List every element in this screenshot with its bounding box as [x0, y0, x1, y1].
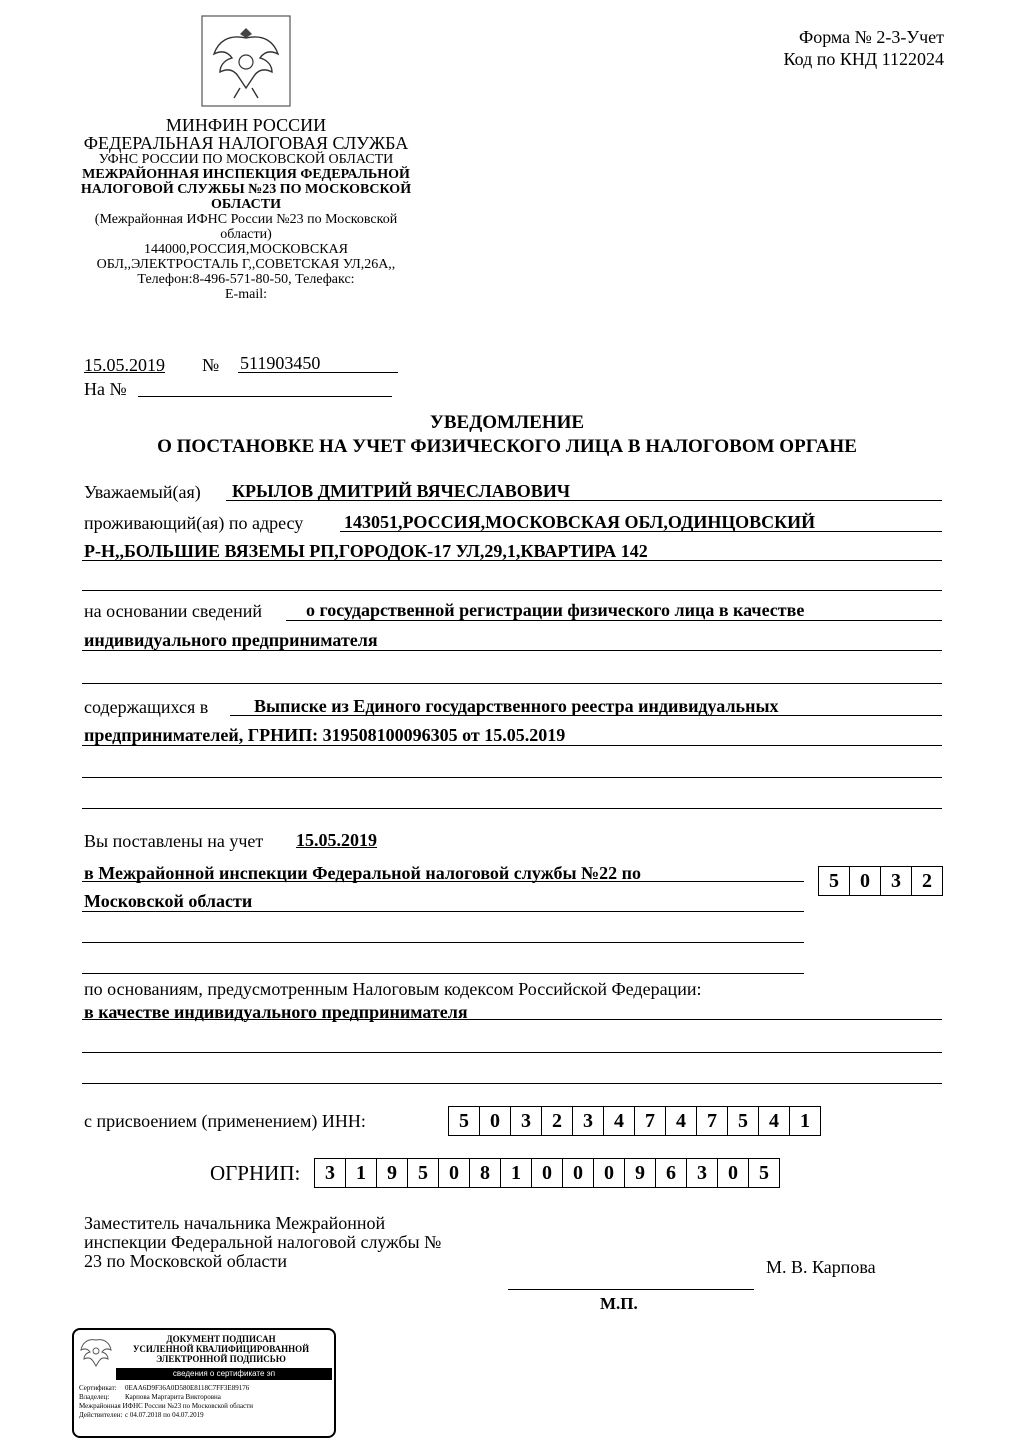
- inn-digit: 7: [697, 1107, 728, 1135]
- inn-digit: 3: [573, 1107, 604, 1135]
- inn-cells: [448, 1106, 821, 1136]
- basis-value-1: о государственной регистрации физического лица в качестве: [306, 600, 805, 620]
- source-value-2: предпринимателей, ГРНИП: 319508100096305 от 15.05.2019: [84, 725, 566, 745]
- doc-number: 511903450: [240, 353, 321, 373]
- inn-digit: 5: [728, 1107, 759, 1135]
- inspection-name-1: МЕЖРАЙОННАЯ ИНСПЕКЦИЯ ФЕДЕРАЛЬНОЙ: [82, 167, 410, 182]
- signatory-position-2: инспекции Федеральной налоговой службы №: [84, 1232, 442, 1252]
- stamp-place: М.П.: [600, 1294, 638, 1313]
- inn-digit: 4: [604, 1107, 635, 1135]
- esign-cert-bar: сведения о сертификате эп: [116, 1368, 332, 1380]
- ogrnip-digit: 3: [687, 1159, 718, 1187]
- inspection-line-2: Московской области: [84, 891, 253, 911]
- notice-title: УВЕДОМЛЕНИЕ: [429, 412, 585, 433]
- ogrnip-digit: 0: [532, 1159, 563, 1187]
- basis-value-2: индивидуального предпринимателя: [84, 630, 378, 650]
- authority-email: E-mail:: [225, 287, 267, 302]
- ogrnip-digit: 0: [563, 1159, 594, 1187]
- authority-block: [60, 116, 432, 302]
- code-digit: 0: [850, 867, 881, 895]
- cert-value: 0EAA6D9F36A0D580E8118C7FF3E89176: [125, 1384, 250, 1392]
- person-address-2: Р-Н,,БОЛЬШИЕ ВЯЗЕМЫ РП,ГОРОДОК-17 УЛ,29,1,КВАРТИРА 142: [84, 541, 648, 561]
- ogrnip-digit: 6: [656, 1159, 687, 1187]
- registration-label: Вы поставлены на учет: [84, 831, 264, 851]
- reply-number-label: На №: [84, 379, 127, 399]
- service-name: ФЕДЕРАЛЬНАЯ НАЛОГОВАЯ СЛУЖБА: [83, 133, 409, 153]
- valid-value: с 04.07.2018 по 04.07.2019: [125, 1411, 204, 1419]
- ogrnip-label: ОГРНИП:: [210, 1161, 301, 1185]
- authority-address-1: 144000,РОССИЯ,МОСКОВСКАЯ: [144, 242, 348, 257]
- source-label: содержащихся в: [84, 697, 209, 717]
- coat-of-arms-emblem: [200, 14, 292, 108]
- ogrnip-digit: 1: [346, 1159, 377, 1187]
- authority-address-2: ОБЛ,,ЭЛЕКТРОСТАЛЬ Г,,СОВЕТСКАЯ УЛ,26А,,: [96, 257, 396, 272]
- esign-title-3: ЭЛЕКТРОННОЙ ПОДПИСЬЮ: [156, 1354, 286, 1364]
- ogrnip-digit: 0: [718, 1159, 749, 1187]
- owner-value: Карпова Маргарита Викторовна: [125, 1393, 221, 1401]
- esign-title-1: ДОКУМЕНТ ПОДПИСАН: [166, 1334, 276, 1344]
- electronic-signature-box: [72, 1328, 336, 1438]
- ogrnip-digit: 5: [759, 1162, 769, 1184]
- ogrnip-digit: 3: [315, 1159, 346, 1187]
- source-value-1: Выписке из Единого государственного реестра индивидуальных: [254, 696, 779, 716]
- inspection-short-1: (Межрайонная ИФНС России №23 по Московской: [94, 212, 398, 227]
- inn-label: с присвоением (применением) ИНН:: [84, 1111, 366, 1131]
- inn-digit: 0: [480, 1107, 511, 1135]
- inn-digit: 7: [635, 1107, 666, 1135]
- ogrnip-digit: 8: [470, 1159, 501, 1187]
- grounds-label: по основаниям, предусмотренным Налоговым кодексом Российской Федерации:: [84, 979, 702, 999]
- notice-subtitle: О ПОСТАНОВКЕ НА УЧЕТ ФИЗИЧЕСКОГО ЛИЦА В НАЛОГОВОМ ОРГАНЕ: [157, 436, 857, 457]
- inn-digit: 1: [800, 1110, 810, 1132]
- owner-label: Владелец:: [79, 1393, 110, 1401]
- owner-org: Межрайонная ИФНС России №23 по Московской области: [79, 1402, 254, 1410]
- inspection-name-2: НАЛОГОВОЙ СЛУЖБЫ №23 ПО МОСКОВСКОЙ: [80, 182, 412, 197]
- emblem-small-icon: [79, 1334, 113, 1370]
- authority-phone: Телефон:8-496-571-80-50, Телефакс:: [137, 272, 355, 287]
- inn-digit: 3: [511, 1107, 542, 1135]
- inspection-line-1: в Межрайонной инспекции Федеральной налоговой службы №22 по: [84, 863, 641, 883]
- basis-label: на основании сведений: [84, 601, 263, 621]
- ogrnip-cells: [314, 1158, 780, 1188]
- cert-label: Сертификат:: [79, 1384, 117, 1392]
- ufns-name: УФНС РОССИИ ПО МОСКОВСКОЙ ОБЛАСТИ: [98, 152, 394, 167]
- doc-number-label: №: [202, 355, 220, 375]
- esign-title-2: УСИЛЕННОЙ КВАЛИФИЦИРОВАННОЙ: [132, 1344, 310, 1354]
- signatory-name: М. В. Карпова: [766, 1257, 876, 1277]
- knd-code: Код по КНД 1122024: [783, 49, 944, 69]
- person-name: КРЫЛОВ ДМИТРИЙ ВЯЧЕСЛАВОВИЧ: [232, 481, 571, 501]
- ogrnip-digit: 5: [408, 1159, 439, 1187]
- ogrnip-digit: 9: [625, 1159, 656, 1187]
- doc-date: 15.05.2019: [84, 355, 165, 375]
- code-digit: 3: [881, 867, 912, 895]
- ministry: МИНФИН РОССИИ: [165, 115, 327, 135]
- signatory-position-1: Заместитель начальника Межрайонной: [84, 1213, 386, 1233]
- code-digit: 5: [819, 867, 850, 895]
- inspection-short-2: области): [220, 227, 272, 242]
- inn-digit: 4: [759, 1107, 790, 1135]
- code-digit: 2: [922, 870, 932, 892]
- emblem-icon: [200, 14, 292, 108]
- signatory-position-3: 23 по Московской области: [84, 1251, 287, 1271]
- inn-digit: 4: [666, 1107, 697, 1135]
- address-label: проживающий(ая) по адресу: [84, 513, 304, 533]
- ogrnip-digit: 0: [594, 1159, 625, 1187]
- person-address-1: 143051,РОССИЯ,МОСКОВСКАЯ ОБЛ,ОДИНЦОВСКИЙ: [344, 512, 816, 532]
- grounds-value: в качестве индивидуального предпринимателя: [84, 1002, 468, 1022]
- ogrnip-digit: 9: [377, 1159, 408, 1187]
- inn-digit: 2: [542, 1107, 573, 1135]
- ogrnip-digit: 1: [501, 1159, 532, 1187]
- inspection-code: [818, 866, 943, 896]
- ogrnip-digit: 0: [439, 1159, 470, 1187]
- form-number: Форма № 2-3-Учет: [798, 27, 944, 47]
- registration-date: 15.05.2019: [296, 830, 377, 850]
- greeting-label: Уважаемый(ая): [84, 482, 201, 502]
- inn-digit: 5: [449, 1107, 480, 1135]
- valid-label: Действителен:: [79, 1411, 123, 1419]
- inspection-name-3: ОБЛАСТИ: [211, 197, 281, 212]
